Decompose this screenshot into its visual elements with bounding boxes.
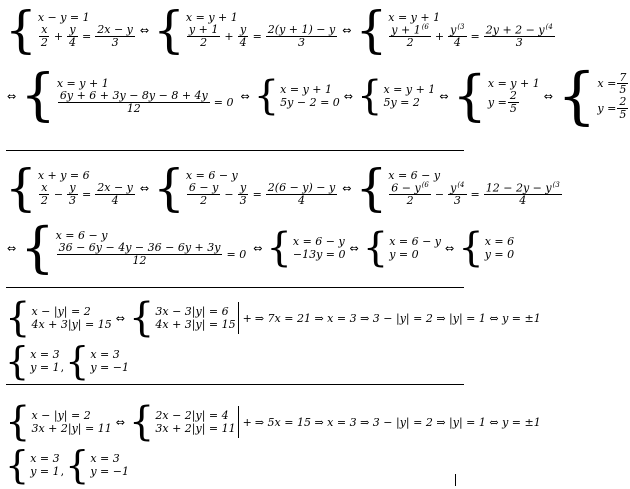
left-brace: {	[5, 159, 37, 217]
left-brace: {	[266, 225, 292, 271]
block1-system-d	[20, 62, 236, 128]
plus-sign: +	[242, 415, 252, 429]
equation-line: $\frac{x}{2}$ − $\frac{y}{3}$ = $\frac{2x - y}{4}$	[40, 181, 133, 207]
equivalence-arrow: ⇔	[439, 89, 449, 103]
block2-system-e	[266, 225, 346, 271]
left-brace: {	[20, 62, 56, 128]
left-brace: {	[458, 225, 484, 271]
solution-chain: ⇒ 5x = 15 ⇒ x = 3 ⇒ 3 − |y| = 2 ⇒ |y| = 1 ⇔ y = ±1	[254, 415, 541, 429]
equivalence-arrow: ⇔	[115, 311, 125, 325]
equation-line: $\frac{36 - 6y - 4y - 36 - 6y + 3y}{12}$ = 0	[58, 241, 247, 267]
block4-result-a	[5, 442, 60, 487]
block1-system-h	[556, 59, 629, 133]
equation-line: x = $\frac{7}{5}$	[597, 70, 627, 97]
left-brace: {	[5, 295, 31, 341]
equation-line: 4x + 3|y| = 15	[31, 318, 112, 331]
block1-row1	[4, 1, 557, 59]
left-brace: {	[5, 1, 37, 59]
equation-line: y = 1	[30, 360, 60, 374]
equivalence-arrow: ⇔	[543, 89, 553, 103]
equation-line: y = $\frac{2}{5}$	[597, 95, 627, 121]
equation-line: −13y = 0	[292, 248, 346, 261]
left-brace: {	[5, 399, 31, 445]
equation-line: x = y + 1	[388, 11, 441, 25]
block3-result-a	[5, 338, 60, 383]
equation-line: 3x + 2|y| = 11	[31, 422, 112, 435]
block2-system-d	[20, 216, 249, 280]
text-cursor[interactable]	[455, 474, 456, 486]
left-brace: {	[128, 399, 155, 445]
equation-line: 5y − 2 = 0	[280, 96, 340, 109]
equation-line: x − |y| = 2	[31, 305, 91, 318]
equivalence-arrow: ⇔	[115, 415, 125, 429]
section-divider	[6, 150, 464, 151]
block1-system-e	[253, 73, 340, 119]
equation-line: x = 6 − y	[55, 229, 108, 243]
equation-line: x = 3	[90, 451, 120, 465]
block3-result-b	[65, 338, 129, 383]
left-brace: {	[556, 59, 597, 133]
left-brace: {	[357, 73, 383, 119]
block2-system-b	[153, 159, 338, 217]
equation-line: x = 6	[484, 235, 515, 248]
equivalence-arrow: ⇔	[445, 241, 455, 255]
left-brace: {	[5, 338, 30, 383]
equation-line: $\frac{y + 1^{(6}}{2}$ + $\frac{y^{(3}}{4}$ = $\frac{2y + 2 - y^{(4}}{3}$	[391, 23, 553, 50]
block3-system-b	[128, 295, 239, 341]
left-brace: {	[153, 1, 185, 59]
equation-line: y = 0	[484, 248, 515, 261]
left-brace: {	[128, 295, 155, 341]
equation-line: x = 6 − y	[292, 235, 345, 248]
equation-line: x = 3	[30, 451, 60, 465]
equation-line: x − |y| = 2	[31, 409, 91, 422]
equation-line: y = $\frac{2}{5}$	[487, 89, 517, 115]
equation-line: 2x − 2|y| = 4	[155, 409, 229, 422]
block3-row2	[4, 338, 130, 383]
block4-result-b	[65, 442, 129, 487]
left-brace: {	[5, 442, 30, 487]
equation-line: $\frac{6 - y}{2}$ − $\frac{y}{3}$ = $\frac{2(6 - y) - y}{4}$	[188, 181, 336, 207]
block2-row2	[4, 216, 515, 280]
equation-line: y = 1	[30, 464, 60, 478]
block1-system-f	[357, 73, 436, 119]
block4-system-a	[5, 399, 112, 445]
block3-row1	[4, 295, 541, 341]
section-divider	[6, 384, 464, 385]
equation-line: x = 3	[30, 347, 60, 361]
equation-line: 3x + 2|y| = 11	[155, 422, 236, 435]
left-brace: {	[253, 73, 280, 119]
equation-line: $\frac{6 - y^{(6}}{2}$ − $\frac{y^{(4}}{3}$ = $\frac{12 - 2y - y^{(3}}{4}$	[391, 181, 560, 208]
block3-system-a	[5, 295, 112, 341]
equation-line: x = y + 1	[280, 83, 332, 96]
left-brace: {	[452, 64, 487, 128]
block1-system-g	[452, 64, 540, 128]
equivalence-arrow: ⇔	[342, 23, 352, 37]
left-brace: {	[153, 159, 185, 217]
equivalence-arrow: ⇔	[139, 23, 150, 37]
equivalence-arrow: ⇔	[7, 241, 17, 255]
result-separator: ,	[60, 465, 65, 478]
left-brace: {	[65, 442, 90, 487]
block1-row2	[4, 59, 630, 133]
block1-system-b	[153, 1, 338, 59]
equation-line: x = y + 1	[487, 77, 540, 91]
plus-sign: +	[242, 311, 252, 325]
equation-line: x + y = 6	[37, 169, 90, 183]
equation-line: 4x + 3|y| = 15	[155, 318, 236, 331]
equation-line: x = 6 − y	[388, 169, 441, 183]
equation-line: x = y + 1	[185, 11, 238, 25]
result-separator: ,	[60, 361, 65, 374]
equation-line: x = y + 1	[383, 83, 436, 96]
block1-system-a	[5, 1, 136, 59]
block2-system-a	[5, 159, 136, 217]
equivalence-arrow: ⇔	[349, 241, 359, 255]
left-brace: {	[20, 216, 55, 280]
left-brace: {	[65, 338, 90, 383]
equivalence-arrow: ⇔	[240, 89, 250, 103]
left-brace: {	[355, 1, 388, 59]
equation-line: 3x − 3|y| = 6	[155, 305, 229, 318]
block2-system-c	[355, 159, 562, 217]
equation-line: y = −1	[90, 464, 129, 478]
equivalence-arrow: ⇔	[342, 181, 352, 195]
equivalence-arrow: ⇔	[253, 241, 263, 255]
equation-line: x = 6 − y	[389, 235, 442, 248]
equation-line: y = 0	[389, 248, 419, 261]
equation-line: x = 6 − y	[185, 169, 238, 183]
equation-line: $\frac{x}{2}$ + $\frac{y}{4}$ = $\frac{2x - y}{3}$	[40, 23, 133, 49]
equation-line: $\frac{6y + 6 + 3y - 8y - 8 + 4y}{12}$ = 0	[59, 89, 234, 115]
equation-line: x − y = 1	[37, 11, 90, 25]
equivalence-arrow: ⇔	[343, 89, 354, 103]
block2-system-f	[362, 225, 442, 271]
section-divider	[6, 287, 464, 288]
equation-line: x = 3	[90, 347, 120, 361]
block2-system-g	[458, 225, 515, 271]
equation-line: 5y = 2	[383, 96, 420, 109]
left-brace: {	[355, 159, 388, 217]
equation-line: $\frac{y + 1}{2}$ + $\frac{y}{4}$ = $\frac{2(y + 1) - y}{3}$	[188, 23, 336, 49]
block4-row1	[4, 399, 541, 445]
block2-row1	[4, 159, 564, 217]
block4-row2	[4, 442, 130, 487]
equation-line: y = −1	[90, 360, 129, 374]
solution-chain: ⇒ 7x = 21 ⇒ x = 3 ⇒ 3 − |y| = 2 ⇒ |y| = 1 ⇔ y = ±1	[254, 311, 541, 325]
equation-line: x = y + 1	[56, 77, 109, 91]
block4-system-b	[128, 399, 239, 445]
left-brace: {	[362, 225, 389, 271]
equivalence-arrow: ⇔	[7, 89, 17, 103]
block1-system-c	[355, 1, 555, 59]
equivalence-arrow: ⇔	[139, 181, 150, 195]
